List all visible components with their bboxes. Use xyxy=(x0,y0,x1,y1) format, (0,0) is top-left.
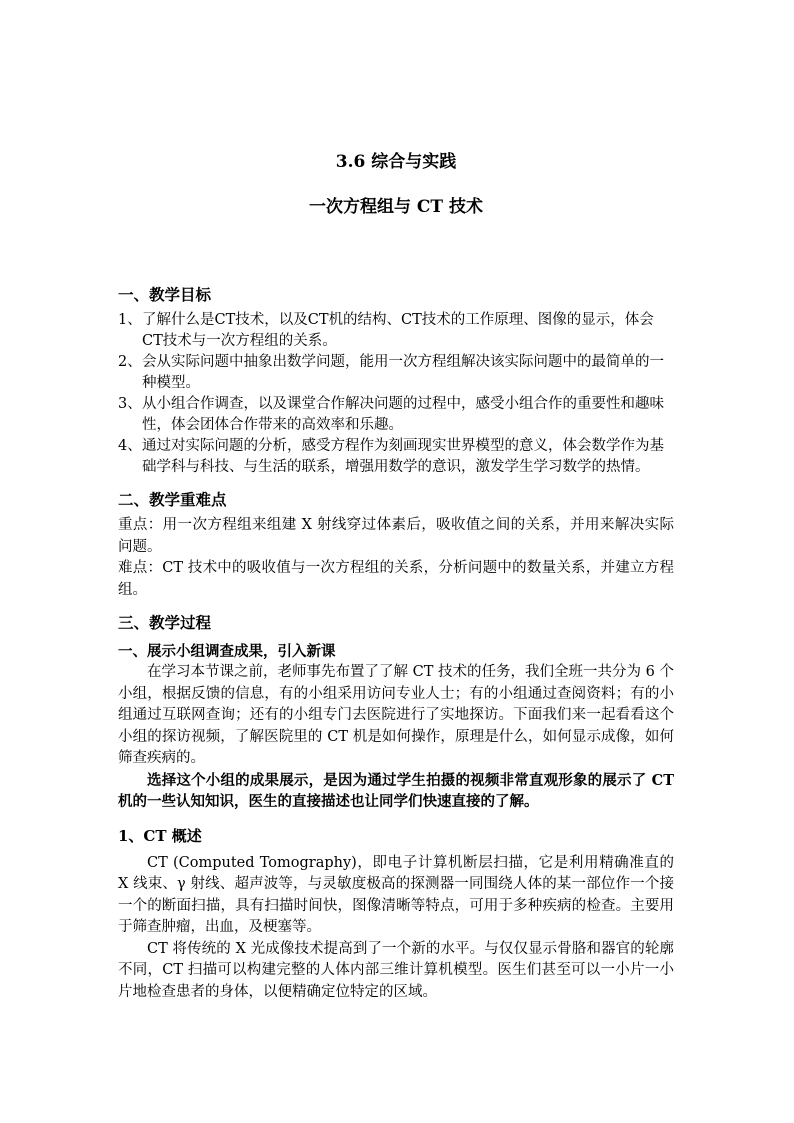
list-item-number: 3、 xyxy=(118,396,142,412)
ct-overview-heading: 1、CT 概述 xyxy=(118,826,202,845)
list-item xyxy=(118,394,674,436)
list-item xyxy=(118,310,674,352)
section-heading-process: 三、教学过程 xyxy=(118,613,212,632)
key-point-paragraph: 重点：用一次方程组来组建 X 射线穿过体素后，吸收值之间的关系，并用来解决实际问题。 xyxy=(118,517,674,555)
goals-list xyxy=(118,310,674,478)
document-page xyxy=(118,140,674,1003)
list-item-text: 从小组合作调查，以及课堂合作解决问题的过程中，感受小组合作的重要性和趣味性，体会团体合作带来的高效率和乐趣。 xyxy=(142,396,664,433)
showcase-paragraph: 选择这个小组的成果展示，是因为通过学生拍摄的视频非常直观形象的展示了 CT 机的一些认知知识，医生的直接描述也让同学们快速直接的了解。 xyxy=(118,771,674,810)
list-item-number: 4、 xyxy=(118,438,142,454)
process-subheading: 一、展示小组调查成果，引入新课 xyxy=(118,643,336,660)
document-subtitle: 一次方程组与 CT 技术 xyxy=(308,197,484,217)
list-item xyxy=(118,352,674,394)
ct-definition-paragraph: CT (Computed Tomography)，即电子计算机断层扫描，它是利用精确准直的 X 线束、γ 射线、超声波等，与灵敏度极高的探测器一同围绕人体的某一部位作一个接一个的断面扫描，具有扫描时间快，图像清晰等特点，可用于多种疾病的检查。主要用于筛查肿瘤，出血，及梗塞等。 xyxy=(118,854,674,935)
section-heading-goals: 一、教学目标 xyxy=(118,285,212,304)
list-item xyxy=(118,436,674,478)
list-item-text: 会从实际问题中抽象出数学问题，能用一次方程组解决该实际问题中的最简单的一种模型。 xyxy=(142,354,664,391)
list-item-text: 通过对实际问题的分析，感受方程作为刻画现实世界模型的意义，体会数学作为基础学科与科技、与生活的联系，增强用数学的意识，激发学生学习数学的热情。 xyxy=(142,438,664,475)
ct-model-paragraph: CT 将传统的 X 光成像技术提高到了一个新的水平。与仅仅显示骨胳和器官的轮廓不同，CT 扫描可以构建完整的人体内部三维计算机模型。医生们甚至可以一小片一小片地检查患者的身体，以便精确定位特定的区域。 xyxy=(118,940,674,1000)
document-title: 3.6 综合与实践 xyxy=(335,152,457,172)
section-heading-keypoints: 二、教学重难点 xyxy=(118,490,227,509)
intro-paragraph: 在学习本节课之前，老师事先布置了了解 CT 技术的任务，我们全班一共分为 6 个小组，根据反馈的信息，有的小组采用访问专业人士；有的小组通过查阅资料；有的小组通过互联网查询；还有的小组专门去医院进行了实地探访。下面我们来一起看看这个小组的探访视频，了解医院里的 CT 机是如何操作，原理是什么，如何显示成像，如何筛查疾病的。 xyxy=(118,664,674,766)
list-item-number: 2、 xyxy=(118,354,142,370)
list-item-text: 了解什么是CT技术，以及CT机的结构、CT技术的工作原理、图像的显示，体会CT技术与一次方程组的关系。 xyxy=(142,312,654,349)
difficult-point-paragraph: 难点：CT 技术中的吸收值与一次方程组的关系，分析问题中的数量关系，并建立方程组。 xyxy=(118,560,674,598)
list-item-number: 1、 xyxy=(118,312,142,328)
